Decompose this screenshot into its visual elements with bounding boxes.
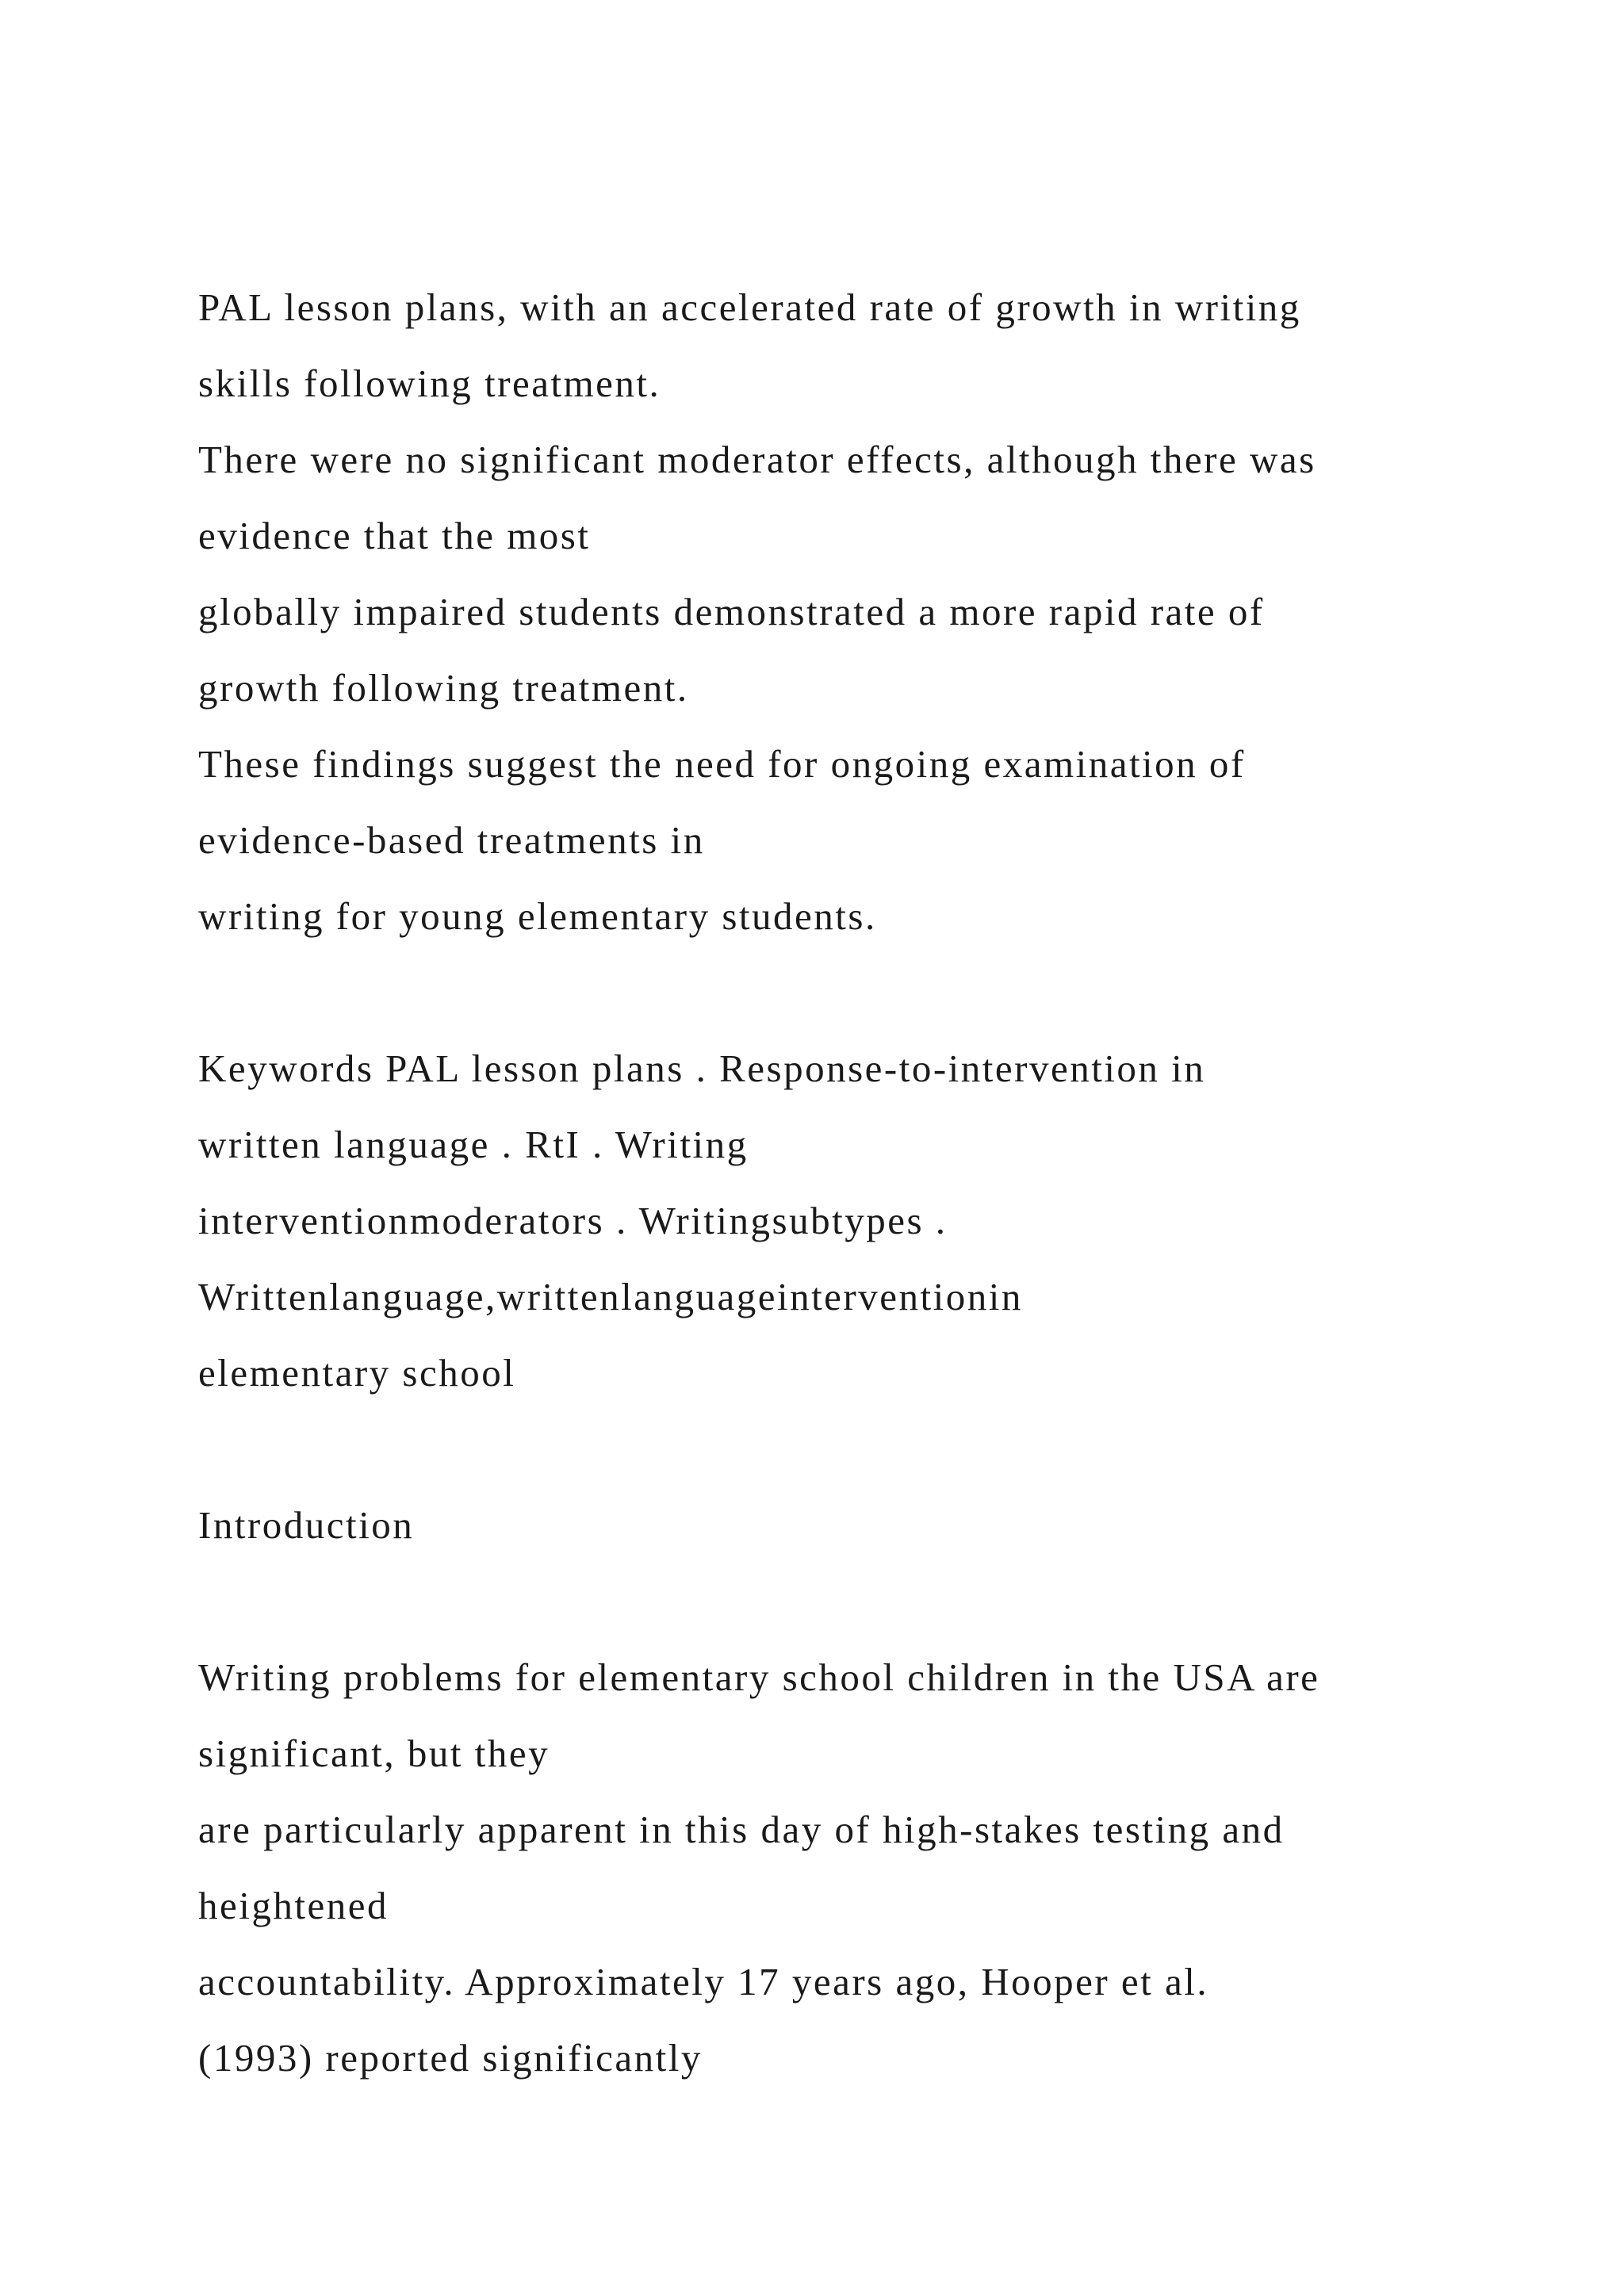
keywords-line: Writtenlanguage,writtenlanguageinterventionin	[198, 1275, 1023, 1318]
text-line: accountability. Approximately 17 years ago, Hooper et al.	[198, 1960, 1209, 2003]
paragraph-spacer	[198, 955, 1562, 1031]
introduction-paragraph	[198, 1640, 1562, 2096]
text-line: globally impaired students demonstrated a more rapid rate of	[198, 590, 1265, 633]
keywords-line: written language . RtI . Writing	[198, 1123, 749, 1166]
abstract-conclusion	[198, 270, 1562, 955]
text-line: evidence that the most	[198, 514, 591, 557]
text-line: Writing problems for elementary school children in the USA are	[198, 1655, 1320, 1699]
text-line: significant, but they	[198, 1732, 550, 1775]
section-heading: Introduction	[198, 1503, 415, 1547]
keywords-block	[198, 1031, 1562, 1411]
text-line: heightened	[198, 1884, 389, 1927]
keywords-line: Keywords PAL lesson plans . Response-to-intervention in	[198, 1047, 1206, 1090]
text-line: PAL lesson plans, with an accelerated rate of growth in writing	[198, 285, 1301, 329]
text-line: are particularly apparent in this day of high-stakes testing and	[198, 1808, 1285, 1851]
text-line: writing for young elementary students.	[198, 894, 877, 938]
paragraph-spacer	[198, 1411, 1562, 1487]
paragraph-spacer	[198, 1563, 1562, 1640]
text-line: (1993) reported significantly	[198, 2036, 703, 2080]
text-line: There were no significant moderator effects, although there was	[198, 438, 1316, 481]
keywords-line: interventionmoderators . Writingsubtypes .	[198, 1199, 948, 1242]
document-body	[198, 270, 1562, 2096]
text-line: growth following treatment.	[198, 666, 689, 710]
text-line: These findings suggest the need for ongoing examination of	[198, 742, 1246, 786]
text-line: evidence-based treatments in	[198, 818, 705, 862]
text-line: skills following treatment.	[198, 362, 661, 405]
keywords-line: elementary school	[198, 1351, 516, 1395]
